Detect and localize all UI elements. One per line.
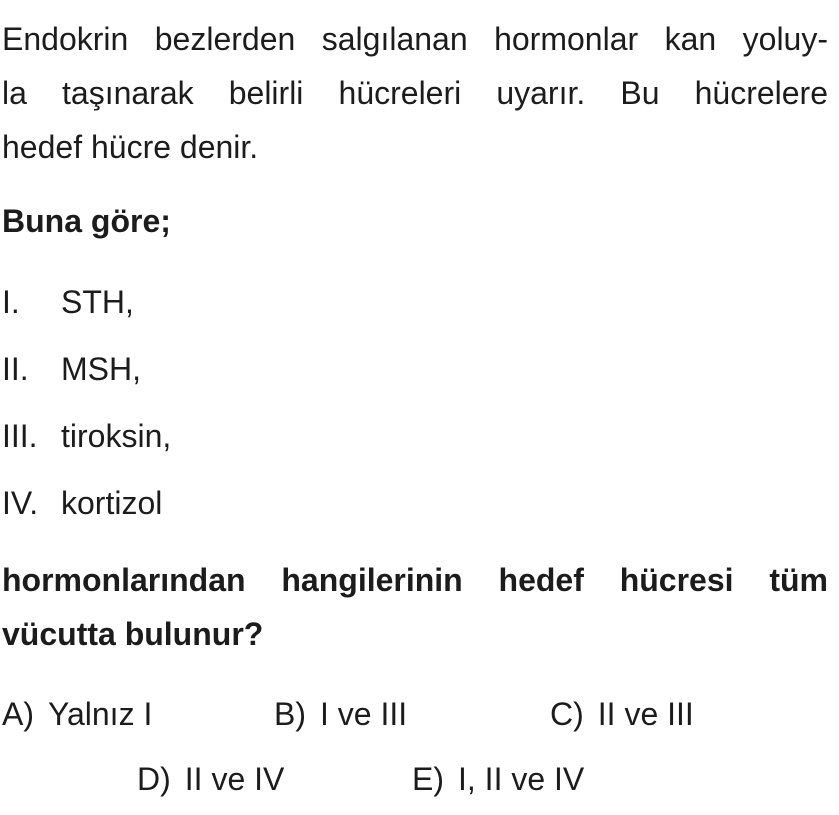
item-number: I. <box>2 284 20 320</box>
item-text: kortizol <box>61 485 163 521</box>
stem-line-2: la taşınarak belirli hücreleri uyarır. Bu hücrelere <box>2 75 828 111</box>
option-text: I ve III <box>320 696 408 732</box>
item-number: IV. <box>2 485 39 521</box>
stem-line-1: Endokrin bezlerden salgılanan hormonlar kan yoluy- <box>2 21 828 57</box>
option-letter: C) <box>550 696 584 732</box>
item-text: MSH, <box>61 351 141 387</box>
stem-line-3: hedef hücre denir. <box>2 129 259 165</box>
option-b[interactable] <box>274 690 407 738</box>
item-number: II. <box>2 351 29 387</box>
option-letter: B) <box>274 696 306 732</box>
option-letter: A) <box>2 696 34 732</box>
item-text: tiroksin, <box>61 418 172 454</box>
option-letter: E) <box>412 761 444 797</box>
question-text <box>2 553 828 661</box>
option-letter: D) <box>137 761 171 797</box>
item-number: III. <box>2 418 38 454</box>
question-stem <box>2 12 828 174</box>
option-text: II ve III <box>597 696 694 732</box>
option-e[interactable] <box>412 755 584 803</box>
lead-text: Buna göre; <box>2 203 171 239</box>
option-text: Yalnız I <box>48 696 153 732</box>
option-text: I, II ve IV <box>458 761 585 797</box>
item-text: STH, <box>61 284 134 320</box>
option-d[interactable] <box>137 755 284 803</box>
question-line-1: hormonlarından hangilerinin hedef hücresi tüm <box>2 562 828 598</box>
question-line-2: vücutta bulunur? <box>2 616 264 652</box>
option-text: II ve IV <box>184 761 285 797</box>
option-a[interactable] <box>2 690 152 738</box>
option-c[interactable] <box>550 690 694 738</box>
